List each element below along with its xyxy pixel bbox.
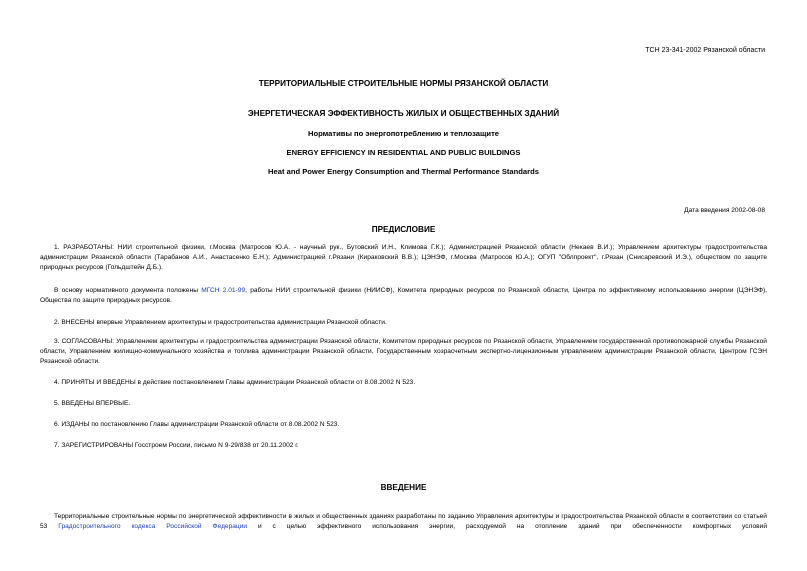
preface-paragraph-6: 6. ИЗДАНЫ по постановлению Главы администрации Рязанской области от 8.08.2002 N 523. (54, 421, 340, 428)
intro-text-before: Территориальные строительные нормы по энергетической эффективности в жилых и общественных зданиях разработаны по заданию Управления архитектуры и градостроительства Рязанской области в соответствии со статьей 53 (40, 513, 767, 530)
main-title: ТЕРРИТОРИАЛЬНЫЕ СТРОИТЕЛЬНЫЕ НОРМЫ РЯЗАНСКОЙ ОБЛАСТИ (258, 79, 549, 88)
subtitle-en: Heat and Power Energy Consumption and Thermal Performance Standards (268, 167, 539, 176)
urban-code-link[interactable]: Градостроительного кодекса Российской Федерации (58, 523, 248, 530)
preface-paragraph-basis (40, 286, 767, 306)
mgsn-link[interactable]: МГСН 2.01-99 (201, 287, 246, 294)
preface-paragraph-5: 5. ВВЕДЕНЫ ВПЕРВЫЕ. (54, 400, 131, 407)
preface-paragraph-3: 3. СОГЛАСОВАНЫ: Управлением архитектуры и градостроительства администрации Рязанской области, Комитетом природных ресурсов по Рязанской области, Управлением государственной противопожарной службы Рязанской области, Управлением жилищно-коммунального хозяйства и топлива администрации Рязанской области, Государственным хозрасчетным экспертно-лицензионным управлением администрации Рязанской области, Центром ГСЭН Рязанской области. (40, 338, 767, 365)
introduction-heading: ВВЕДЕНИЕ (380, 483, 427, 492)
title-ru: ЭНЕРГЕТИЧЕСКАЯ ЭФФЕКТИВНОСТЬ ЖИЛЫХ И ОБЩЕСТВЕННЫХ ЗДАНИЙ (247, 109, 560, 118)
preface-paragraph-1: 1. РАЗРАБОТАНЫ: НИИ строительной физики, г.Москва (Матросов Ю.А. - научный рук., Бутовский И.Н., Климова Г.К.); Администрацией Рязанской области (Некаев В.И.); Управлением архитектуры градостроительства администрации Рязанской области (Тарабанов А.И., Анастасенко Е.Н.); Администрацией г.Рязани (Кираковский В.В.); ЦЭНЭФ, г.Москва (Матросов Ю.А.); ОГУП "Облпроект", г.Рязан (Снисаревский И.Э.), обществом по защите природных ресурсов (Гольдштейн Д.Б.). (40, 244, 767, 271)
basis-text-before: В основу нормативного документа положены (54, 287, 202, 294)
preface-paragraph-4: 4. ПРИНЯТЫ И ВВЕДЕНЫ в действие постановлением Главы администрации Рязанской области от 8.08.2002 N 523. (54, 379, 416, 386)
document-code: ТСН 23-341-2002 Рязанской области (645, 47, 765, 54)
preface-paragraph-2: 2. ВНЕСЕНЫ впервые Управлением архитектуры и градостроительства администрации Рязанской области. (54, 319, 387, 326)
intro-text-after: и с целью эффективного использования энергии, расходуемой на отопление зданий при обеспеченности комфортных условий (247, 523, 768, 530)
introduction-date: Дата введения 2002-08-08 (684, 207, 765, 214)
preface-paragraph-7: 7. ЗАРЕГИСТРИРОВАНЫ Госстроем России, письмо N 9-29/838 от 20.11.2002 г. (54, 442, 299, 449)
subtitle-ru: Нормативы по энергопотреблению и теплозащите (307, 129, 500, 138)
title-en: ENERGY EFFICIENCY IN RESIDENTIAL AND PUBLIC BUILDINGS (286, 148, 521, 157)
introduction-paragraph-1 (40, 512, 767, 532)
basis-text-after: , работы НИИ строительной физики (НИИСФ), Комитета природных ресурсов по Рязанской области, Центра по эффективному использованию энергии (ЦЭНЭФ), Общества по защите природных ресурсов. (40, 287, 767, 304)
preface-heading: ПРЕДИСЛОВИЕ (371, 225, 436, 234)
